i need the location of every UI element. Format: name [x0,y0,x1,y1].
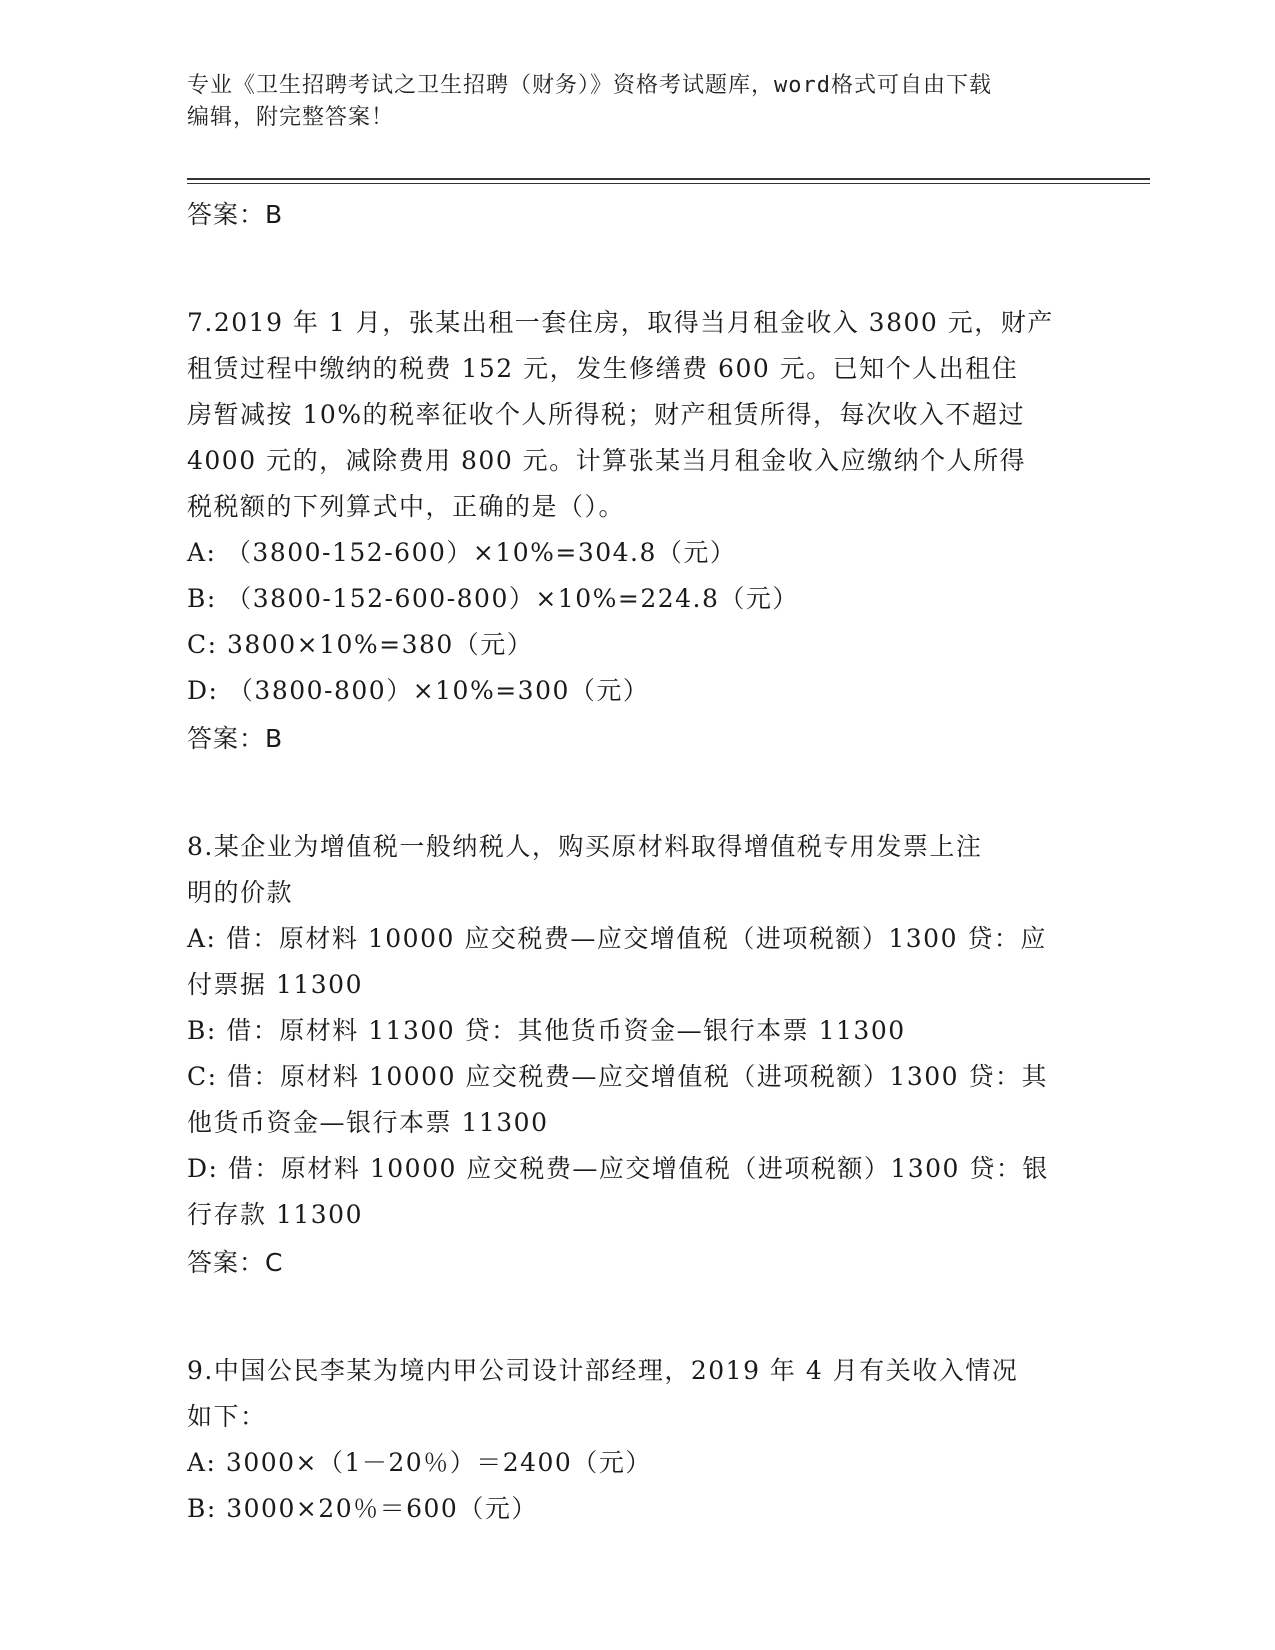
question-9-line: 9.中国公民李某为境内甲公司设计部经理，2019 年 4 月有关收入情况 [187,1356,1019,1385]
question-7-option-b: B: （3800-152-600-800）×10%=224.8（元） [187,584,799,613]
question-7-line: 房暂减按 10%的税率征收个人所得税；财产租赁所得，每次收入不超过 [187,400,1026,429]
question-7-option-c: C: 3800×10%=380（元） [187,630,534,659]
question-7-option-a: A: （3800-152-600）×10%=304.8（元） [187,538,737,567]
answer-question-7: 答案：B [187,724,284,753]
answer-previous: 答案：B [187,200,284,229]
question-7-line: 租赁过程中缴纳的税费 152 元，发生修缮费 600 元。已知个人出租住 [187,354,1019,383]
header-divider-top [187,178,1150,180]
question-7-line: 4000 元的，减除费用 800 元。计算张某当月租金收入应缴纳个人所得 [187,446,1027,475]
question-8 [187,824,1087,1286]
question-8-option-a-cont: 付票据 11300 [187,970,363,999]
answer-question-8: 答案：C [187,1248,284,1277]
question-8-option-c: C: 借：原材料 10000 应交税费—应交增值税（进项税额）1300 贷：其 [187,1062,1048,1091]
question-9-line: 如下： [187,1402,267,1431]
header-line-1: 专业《卫生招聘考试之卫生招聘（财务）》资格考试题库，word格式可自由下载 [187,73,992,98]
question-9-option-a: A: 3000×（1－20％）＝2400（元） [187,1448,652,1477]
document-header [187,70,1077,134]
question-8-option-c-cont: 他货币资金—银行本票 11300 [187,1108,549,1137]
question-7-line: 税税额的下列算式中，正确的是（）。 [187,492,626,521]
question-9 [187,1348,1087,1532]
question-8-line: 明的价款 [187,878,294,907]
question-7 [187,300,1087,762]
question-7-option-d: D: （3800-800）×10%=300（元） [187,676,650,705]
question-8-line: 8.某企业为增值税一般纳税人，购买原材料取得增值税专用发票上注 [187,832,983,861]
question-8-option-d: D: 借：原材料 10000 应交税费—应交增值税（进项税额）1300 贷：银 [187,1154,1049,1183]
question-8-option-a: A: 借：原材料 10000 应交税费—应交增值税（进项税额）1300 贷：应 [187,924,1047,953]
question-8-option-b: B: 借：原材料 11300 贷：其他货币资金—银行本票 11300 [187,1016,906,1045]
header-divider-bottom [187,183,1150,184]
question-list [187,190,1087,1532]
question-7-line: 7.2019 年 1 月，张某出租一套住房，取得当月租金收入 3800 元，财产 [187,308,1054,337]
question-8-option-d-cont: 行存款 11300 [187,1200,363,1229]
question-9-option-b: B: 3000×20％＝600（元） [187,1494,538,1523]
header-line-2: 编辑，附完整答案！ [187,105,395,130]
